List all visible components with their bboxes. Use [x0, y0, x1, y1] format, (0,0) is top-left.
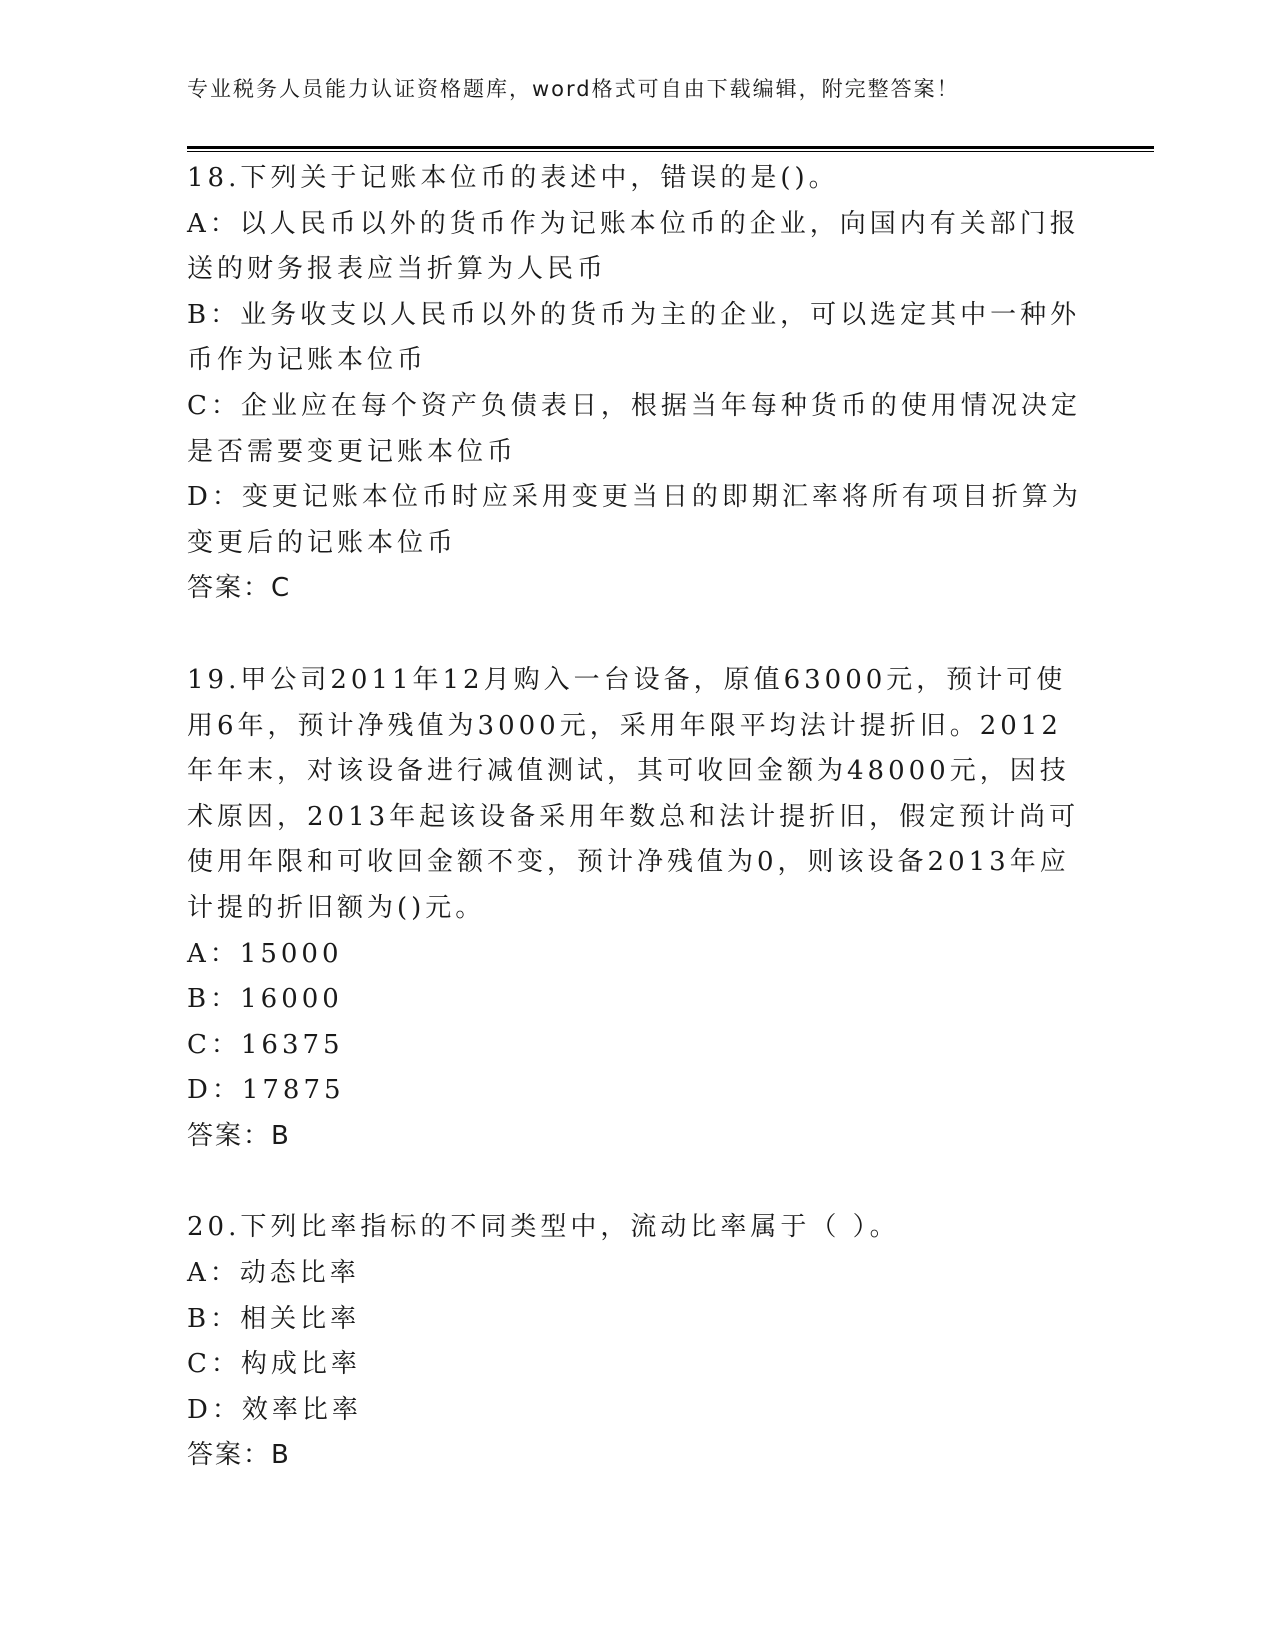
question-20 — [187, 1205, 1087, 1479]
question-18 — [187, 156, 1087, 612]
question-spacer — [187, 612, 1087, 658]
question-text: 18.下列关于记账本位币的表述中，错误的是()。 — [187, 163, 839, 193]
option-b: B：业务收支以人民币以外的货币为主的企业，可以选定其中一种外币作为记账本位币 — [187, 299, 1081, 376]
option-b: B：相关比率 — [187, 1303, 361, 1334]
answer-line: 答案：C — [187, 573, 292, 604]
option-a: A：以人民币以外的货币作为记账本位币的企业，向国内有关部门报送的财务报表应当折算为人民币 — [187, 208, 1080, 285]
option-c: C：企业应在每个资产负债表日，根据当年每种货币的使用情况决定是否需要变更记账本位币 — [187, 390, 1081, 467]
option-c: C：16375 — [187, 1029, 344, 1060]
option-b: B：16000 — [187, 984, 343, 1015]
option-c: C：构成比率 — [187, 1349, 361, 1380]
answer-line: 答案：B — [187, 1440, 291, 1471]
question-list — [187, 156, 1087, 1479]
option-d: D：变更记账本位币时应采用变更当日的即期汇率将所有项目折算为变更后的记账本位币 — [187, 482, 1082, 558]
option-a: A：动态比率 — [187, 1258, 360, 1289]
question-19 — [187, 658, 1087, 1160]
option-d: D：17875 — [187, 1075, 345, 1106]
answer-line: 答案：B — [187, 1120, 291, 1151]
header-rule-thin — [187, 151, 1154, 152]
option-d: D：效率比率 — [187, 1394, 362, 1425]
option-a: A：15000 — [187, 938, 343, 969]
question-spacer — [187, 1159, 1087, 1205]
question-text: 19.甲公司2011年12月购入一台设备，原值63000元，预计可使用6年，预计净残值为3000元，采用年限平均法计提折旧。2012年年末，对该设备进行减值测试，其可收回金额为48000元，因技术原因，2013年起该设备采用年数总和法计提折旧，假定预计尚可使用年限和可收回金额不变，预计净残值为0，则该设备2013年应计提的折旧额为()元。 — [187, 664, 1080, 923]
header-rule-thick — [187, 146, 1154, 149]
question-text: 20.下列比率指标的不同类型中，流动比率属于（ ）。 — [187, 1212, 900, 1243]
page-header: 专业税务人员能力认证资格题库，word格式可自由下载编辑，附完整答案！ — [187, 77, 960, 101]
